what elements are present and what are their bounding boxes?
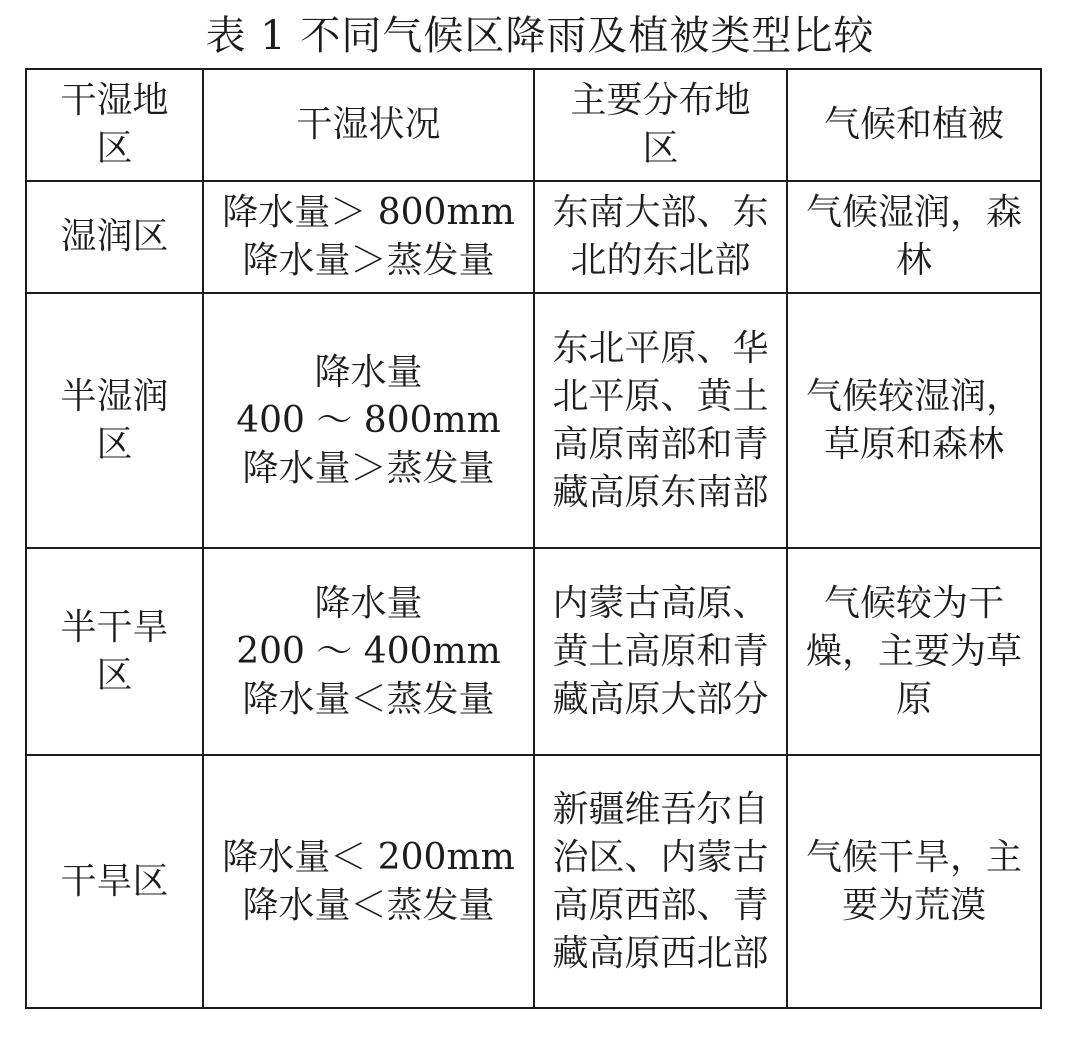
cell-condition: 降水量 200 ～ 400mm 降水量＜蒸发量 [203, 548, 534, 755]
table-row [26, 755, 1041, 1008]
cell-region: 干旱区 [26, 755, 203, 1008]
cell-climate: 气候干旱，主要为荒漠 [787, 755, 1041, 1008]
cell-condition: 降水量＞ 800mm 降水量＞蒸发量 [203, 181, 534, 293]
cell-region: 湿润区 [26, 181, 203, 293]
table-row [26, 293, 1041, 548]
table-row [26, 548, 1041, 755]
cell-condition: 降水量 400 ～ 800mm 降水量＞蒸发量 [203, 293, 534, 548]
table-header-row [26, 69, 1041, 181]
header-distribution: 主要分布地区 [534, 69, 787, 181]
cell-distribution: 内蒙古高原、黄土高原和青藏高原大部分 [534, 548, 787, 755]
header-region: 干湿地区 [26, 69, 203, 181]
cell-distribution: 东北平原、华北平原、黄土高原南部和青藏高原东南部 [534, 293, 787, 548]
cell-region: 半干旱区 [26, 548, 203, 755]
cell-region: 半湿润区 [26, 293, 203, 548]
cell-distribution: 东南大部、东北的东北部 [534, 181, 787, 293]
cell-distribution: 新疆维吾尔自治区、内蒙古高原西部、青藏高原西北部 [534, 755, 787, 1008]
climate-comparison-table [25, 68, 1042, 1009]
cell-climate: 气候较为干燥，主要为草原 [787, 548, 1041, 755]
cell-climate: 气候湿润，森林 [787, 181, 1041, 293]
header-condition: 干湿状况 [203, 69, 534, 181]
table-row [26, 181, 1041, 293]
cell-climate: 气候较湿润，草原和森林 [787, 293, 1041, 548]
table-caption: 表 1 不同气候区降雨及植被类型比较 [205, 13, 875, 59]
header-climate: 气候和植被 [787, 69, 1041, 181]
cell-condition: 降水量＜ 200mm 降水量＜蒸发量 [203, 755, 534, 1008]
